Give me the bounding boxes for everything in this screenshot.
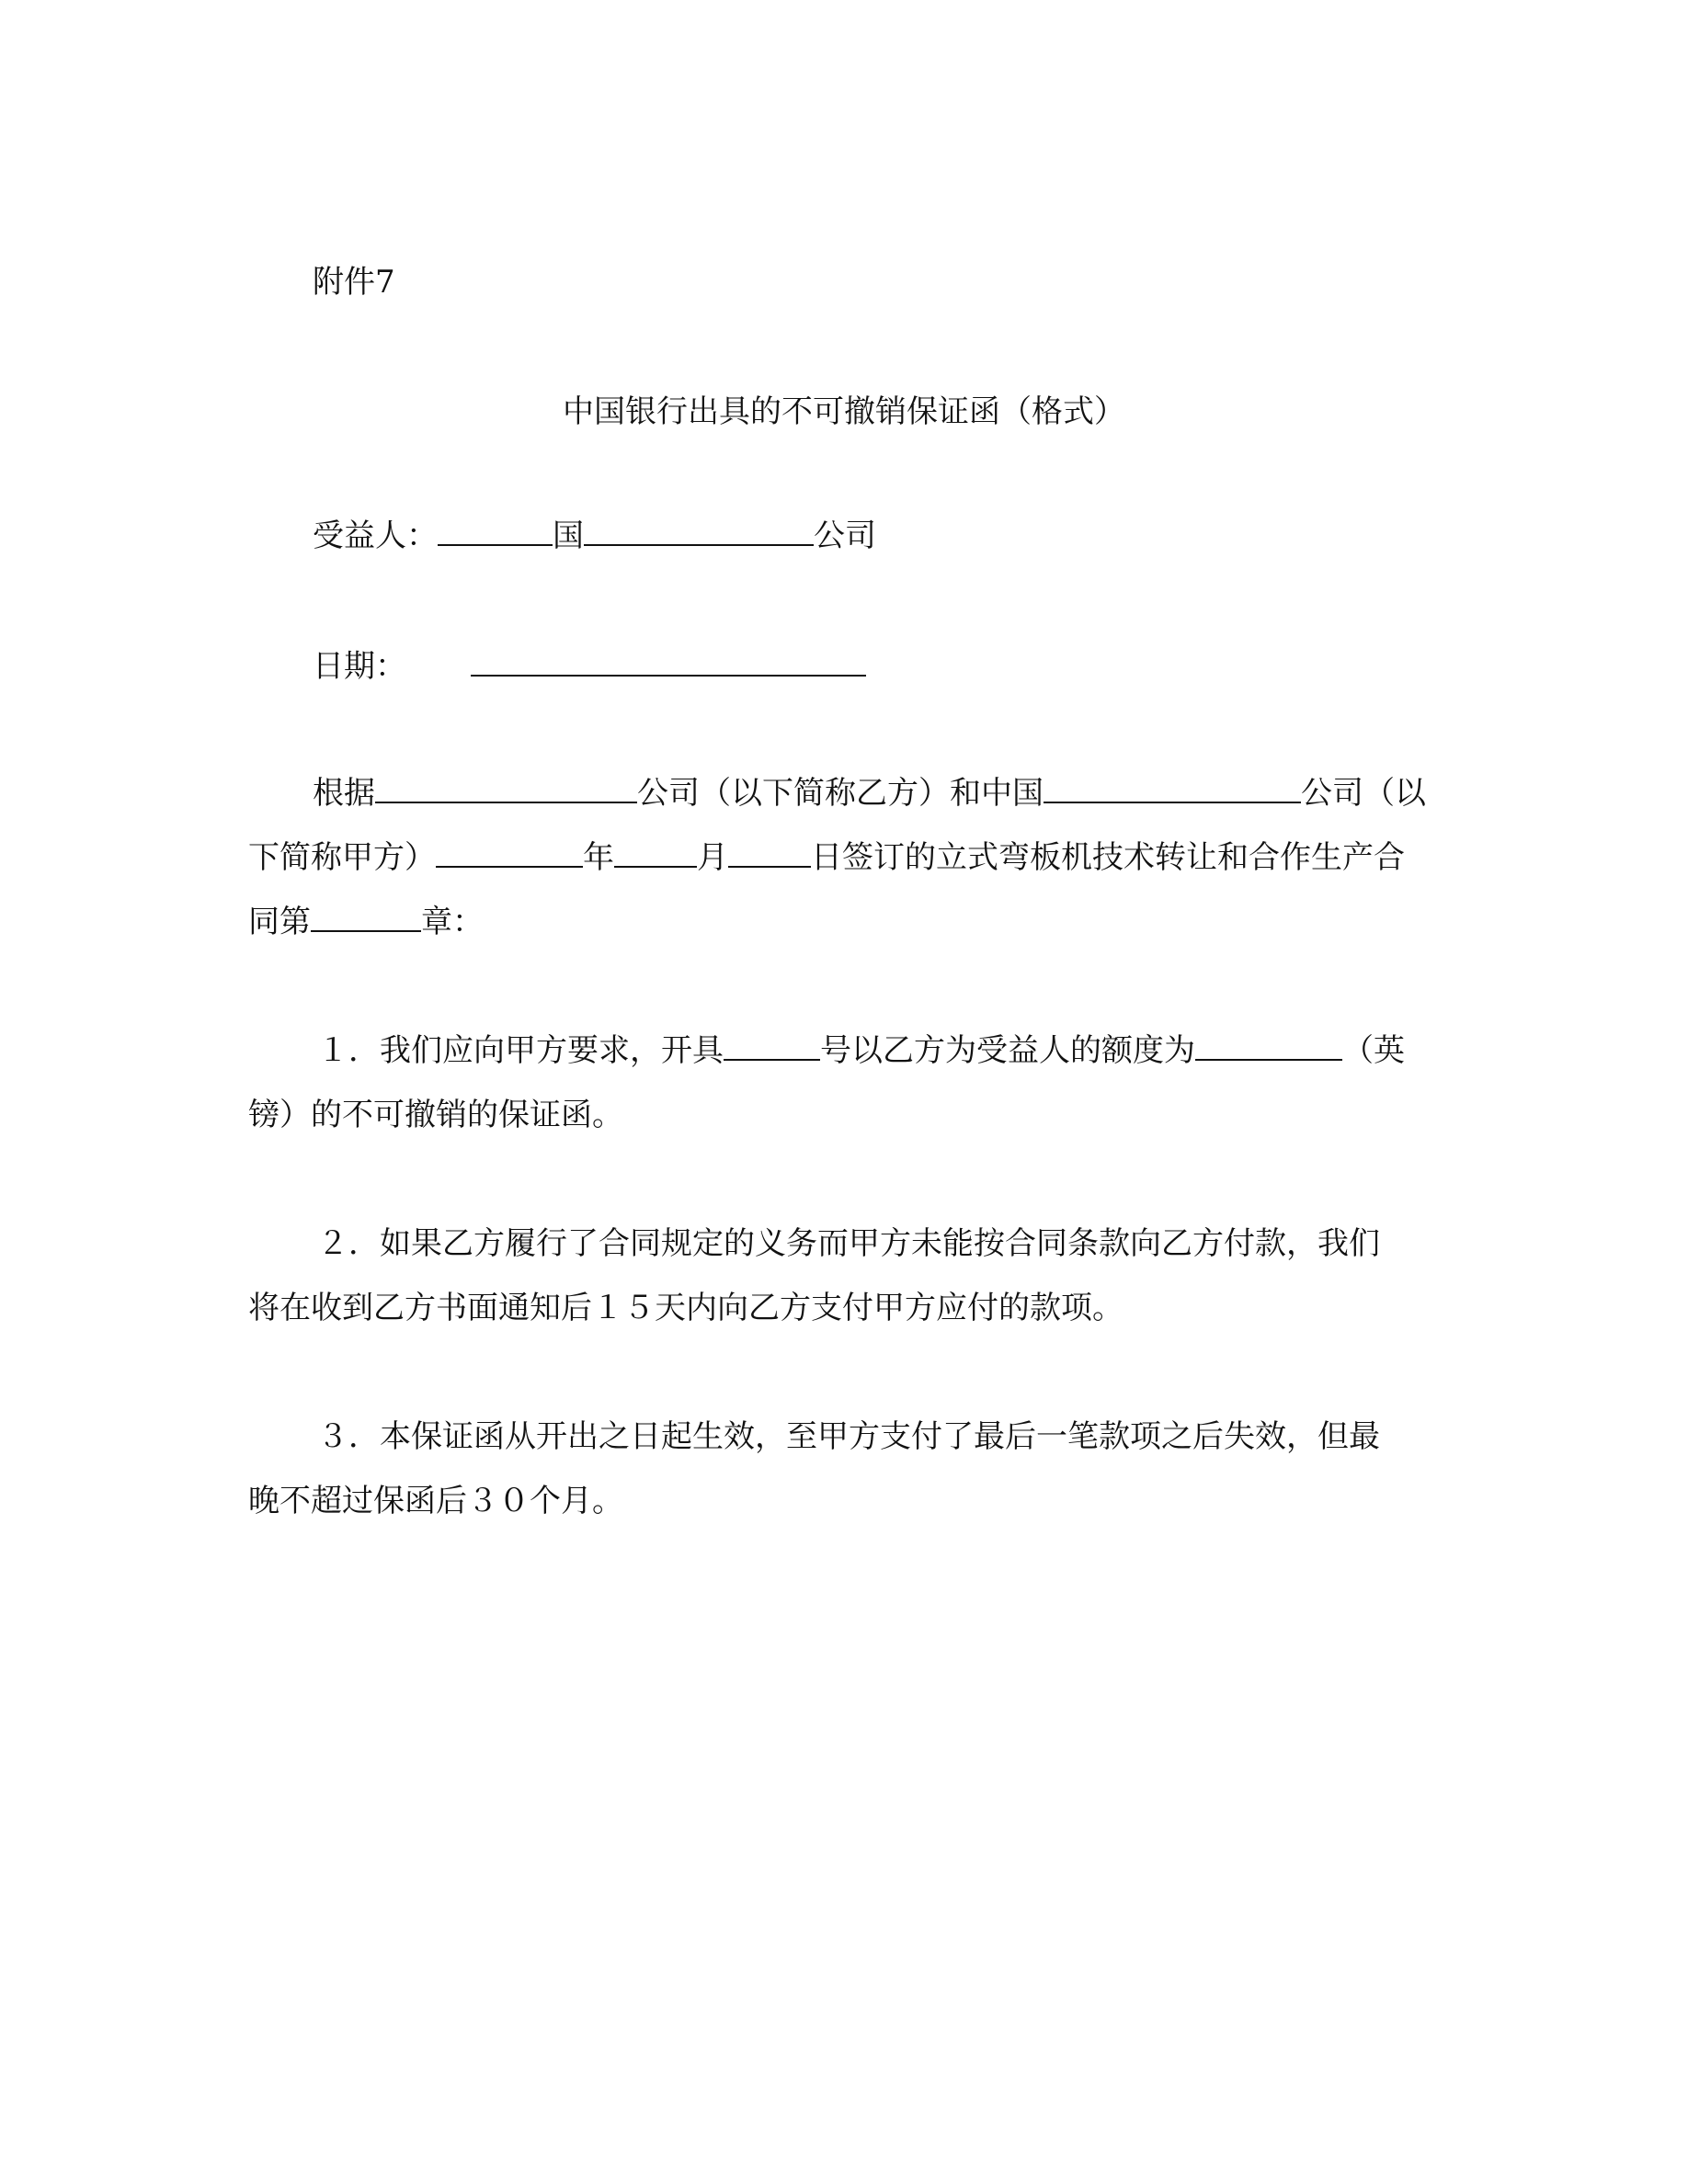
intro-line-2 [248,825,1434,890]
intro-line-3 [248,890,1434,954]
intro-part4: 下简称甲方） [248,839,436,876]
intro-line-1 [313,761,1430,825]
intro-company-a-blank [1044,772,1301,803]
beneficiary-company-blank [584,515,814,546]
clause1-a: １．我们应向甲方要求，开具 [317,1032,724,1069]
intro-company-b-blank [375,772,637,803]
clause1-line-1 [317,1018,1430,1083]
intro-part3: 公司（以 [1301,775,1426,812]
intro-part2: 公司（以下简称乙方）和中国 [637,775,1044,812]
beneficiary-label: 受益人： [313,518,438,554]
date-label: 日期： [313,648,406,685]
intro-part8: 同第 [248,904,311,940]
beneficiary-country-suffix: 国 [553,518,584,554]
intro-day-blank [728,836,811,868]
intro-part1: 根据 [313,775,375,812]
clause1-amount-blank [1195,1029,1342,1061]
clause1-b: 号以乙方为受益人的额度为 [820,1032,1195,1069]
beneficiary-company-suffix: 公司 [814,518,876,554]
clause3-line-2: 晚不超过保函后３０个月。 [248,1483,623,1519]
clause1-c: （英 [1342,1032,1405,1069]
date-blank [471,645,866,677]
document-title: 中国银行出具的不可撤销保证函（格式） [563,393,1125,430]
attachment-label: 附件7 [313,264,395,301]
intro-part6: 月 [697,839,728,876]
intro-part9: 章： [421,904,484,940]
intro-month-blank [614,836,697,868]
clause2-line-1: ２．如果乙方履行了合同规定的义务而甲方未能按合同条款向乙方付款，我们 [317,1225,1380,1262]
intro-part5: 年 [583,839,614,876]
beneficiary-country-blank [438,515,553,546]
date-line [313,634,1499,699]
beneficiary-line [313,504,1499,568]
intro-chapter-blank [311,901,421,932]
intro-year-blank [436,836,583,868]
intro-part7: 日签订的立式弯板机技术转让和合作生产合 [811,839,1405,876]
clause3-line-1: ３．本保证函从开出之日起生效，至甲方支付了最后一笔款项之后失效，但最 [317,1418,1380,1455]
clause1-number-blank [724,1029,820,1061]
clause1-line-2: 镑）的不可撤销的保证函。 [248,1097,623,1133]
clause2-line-2: 将在收到乙方书面通知后１５天内向乙方支付甲方应付的款项。 [248,1290,1123,1326]
